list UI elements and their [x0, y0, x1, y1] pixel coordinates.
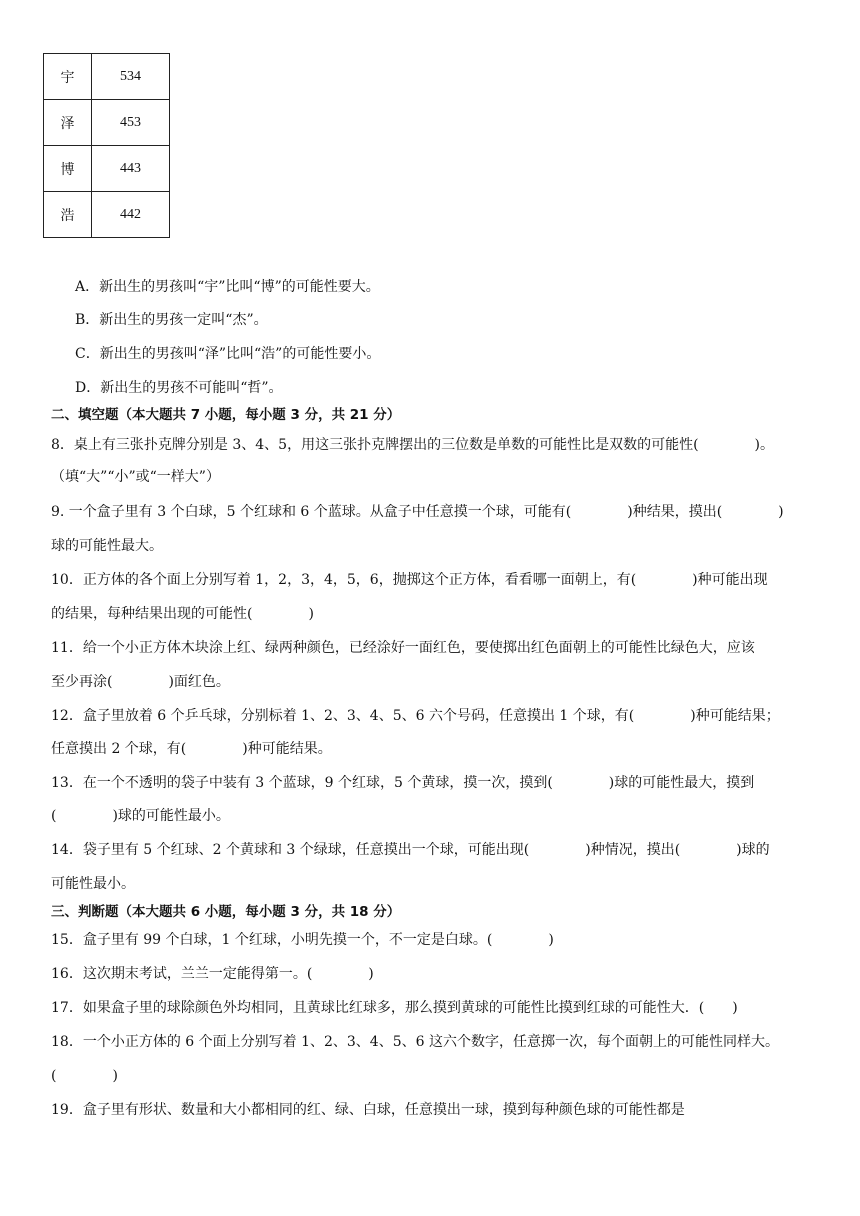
- option-d: D．新出生的男孩不可能叫“哲”。: [75, 380, 283, 396]
- section-title-fill-in: 二、填空题（本大题共 7 小题，每小题 3 分，共 21 分）: [51, 407, 401, 423]
- count-cell: 534: [92, 54, 170, 100]
- question-15: 15．盒子里有 99 个白球，1 个红球，小明先摸一个，不一定是白球。( ): [51, 932, 554, 948]
- question-18-line-2: ( ): [51, 1068, 118, 1084]
- name-cell: 泽: [44, 100, 92, 146]
- question-8-line-1: 8．桌上有三张扑克牌分别是 3、4、5，用这三张扑克牌摆出的三位数是单数的可能性比是双数的可能性( )。: [51, 437, 774, 453]
- question-11-line-2: 至少再涂( )面红色。: [51, 674, 230, 690]
- name-cell: 博: [44, 146, 92, 192]
- option-c: C．新出生的男孩叫“泽”比叫“浩”的可能性要小。: [75, 346, 381, 362]
- question-10-line-1: 10．正方体的各个面上分别写着 1，2，3，4，5，6，抛掷这个正方体，看看哪一面朝上，有( )种可能出现: [51, 572, 768, 588]
- question-9-line-2: 球的可能性最大。: [51, 538, 163, 554]
- count-cell: 453: [92, 100, 170, 146]
- question-17: 17．如果盒子里的球除颜色外均相同，且黄球比红球多，那么摸到黄球的可能性比摸到红球的可能性大．( ): [51, 1000, 738, 1016]
- table-row: [44, 192, 170, 238]
- name-cell: 浩: [44, 192, 92, 238]
- table-row: [44, 146, 170, 192]
- question-16: 16．这次期末考试，兰兰一定能得第一。( ): [51, 966, 374, 982]
- table-row: [44, 100, 170, 146]
- option-b: B．新出生的男孩一定叫“杰”。: [75, 312, 268, 328]
- question-10-line-2: 的结果，每种结果出现的可能性( ): [51, 606, 314, 622]
- question-13-line-2: ( )球的可能性最小。: [51, 808, 230, 824]
- question-19: 19．盒子里有形状、数量和大小都相同的红、绿、白球，任意摸出一球，摸到每种颜色球的可能性都是: [51, 1102, 685, 1118]
- question-18-line-1: 18．一个小正方体的 6 个面上分别写着 1、2、3、4、5、6 这六个数字，任意掷一次，每个面朝上的可能性同样大。: [51, 1034, 779, 1050]
- count-cell: 443: [92, 146, 170, 192]
- question-11-line-1: 11．给一个小正方体木块涂上红、绿两种颜色，已经涂好一面红色，要使掷出红色面朝上的可能性比绿色大，应该: [51, 640, 755, 656]
- name-cell: 宇: [44, 54, 92, 100]
- section-title-true-false: 三、判断题（本大题共 6 小题，每小题 3 分，共 18 分）: [51, 904, 401, 920]
- count-cell: 442: [92, 192, 170, 238]
- question-14-line-1: 14．袋子里有 5 个红球、2 个黄球和 3 个绿球，任意摸出一个球，可能出现( )种情况，摸出( )球的: [51, 842, 770, 858]
- table-row: [44, 54, 170, 100]
- question-13-line-1: 13．在一个不透明的袋子中装有 3 个蓝球，9 个红球，5 个黄球，摸一次，摸到( )球的可能性最大，摸到: [51, 775, 755, 791]
- question-12-line-1: 12．盒子里放着 6 个乒乓球，分别标着 1、2、3、4、5、6 六个号码，任意摸出 1 个球，有( )种可能结果；: [51, 708, 780, 724]
- question-12-line-2: 任意摸出 2 个球，有( )种可能结果。: [51, 741, 332, 757]
- question-14-line-2: 可能性最小。: [51, 876, 135, 892]
- question-8-line-2: （填“大”“小”或“一样大”）: [51, 469, 220, 485]
- name-frequency-table: [43, 53, 170, 238]
- option-a: A．新出生的男孩叫“宇”比叫“博”的可能性要大。: [75, 279, 380, 295]
- question-9-line-1: 9. 一个盒子里有 3 个白球，5 个红球和 6 个蓝球。从盒子中任意摸一个球，可能有( )种结果，摸出( ): [51, 504, 784, 520]
